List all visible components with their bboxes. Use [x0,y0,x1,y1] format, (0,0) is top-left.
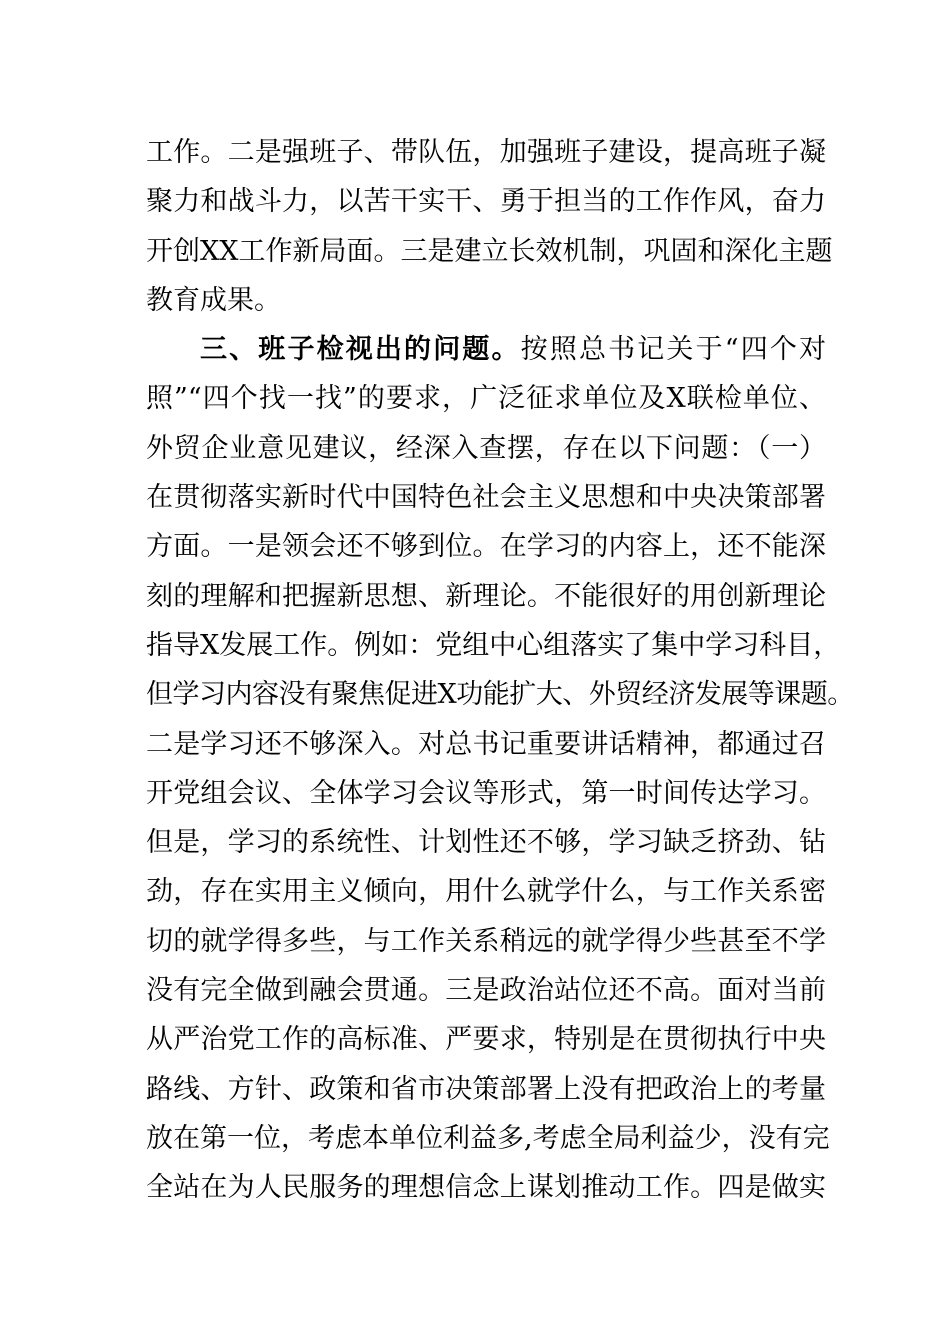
text-line: 指导X发展工作。例如：党组中心组落实了集中学习科目， [146,629,841,661]
text-line: 但学习内容没有聚焦促进X功能扩大、外贸经济发展等课题。 [146,679,854,711]
text-line: 在贯彻落实新时代中国特色社会主义思想和中央决策部署 [146,482,826,514]
document-body [146,128,854,1213]
paragraph-work-summary [146,128,833,325]
text-line [146,325,826,374]
text-line: 放在第一位，考虑本单位利益多,考虑全局利益少，没有完 [146,1122,830,1154]
text-line: 方面。一是领会还不够到位。在学习的内容上，还不能深 [146,531,826,563]
text-line: 教育成果。 [146,284,281,316]
text-line: 聚力和战斗力，以苦干实干、勇于担当的工作作风，奋力 [146,186,826,218]
text-line: 工作。二是强班子、带队伍，加强班子建设，提高班子凝 [146,137,826,168]
text-line: 劲，存在实用主义倾向，用什么就学什么，与工作关系密 [146,876,826,908]
text-line: 切的就学得多些，与工作关系稍远的就学得少些甚至不学 [146,925,826,957]
text-line: 全站在为人民服务的理想信念上谋划推动工作。四是做实 [146,1172,826,1204]
text-line: 路线、方针、政策和省市决策部署上没有把政治上的考量 [146,1073,826,1105]
text-line: 但是，学习的系统性、计划性还不够，学习缺乏挤劲、钻 [146,827,826,859]
text-line: 从严治党工作的高标准、严要求，特别是在贯彻执行中央 [146,1024,826,1056]
text-line: 开党组会议、全体学习会议等形式，第一时间传达学习。 [146,777,826,809]
text-line: 外贸企业意见建议，经深入查摆，存在以下问题：（一） [146,432,826,464]
paragraph-problems [146,325,854,1212]
text-line: 刻的理解和把握新思想、新理论。不能很好的用创新理论 [146,580,826,612]
text-line: 没有完全做到融会贯通。三是政治站位还不高。面对当前 [146,975,826,1007]
section-heading: 三、班子检视出的问题。 [200,334,521,366]
text-line: 开创XX工作新局面。三是建立长效机制，巩固和深化主题 [146,235,833,267]
text-line: 二是学习还不够深入。对总书记重要讲话精神，都通过召 [146,728,826,760]
text-line: 照”“四个找一找”的要求，广泛征求单位及X联检单位、 [146,383,826,415]
text-line-rest: 按照总书记关于“四个对 [520,334,826,366]
